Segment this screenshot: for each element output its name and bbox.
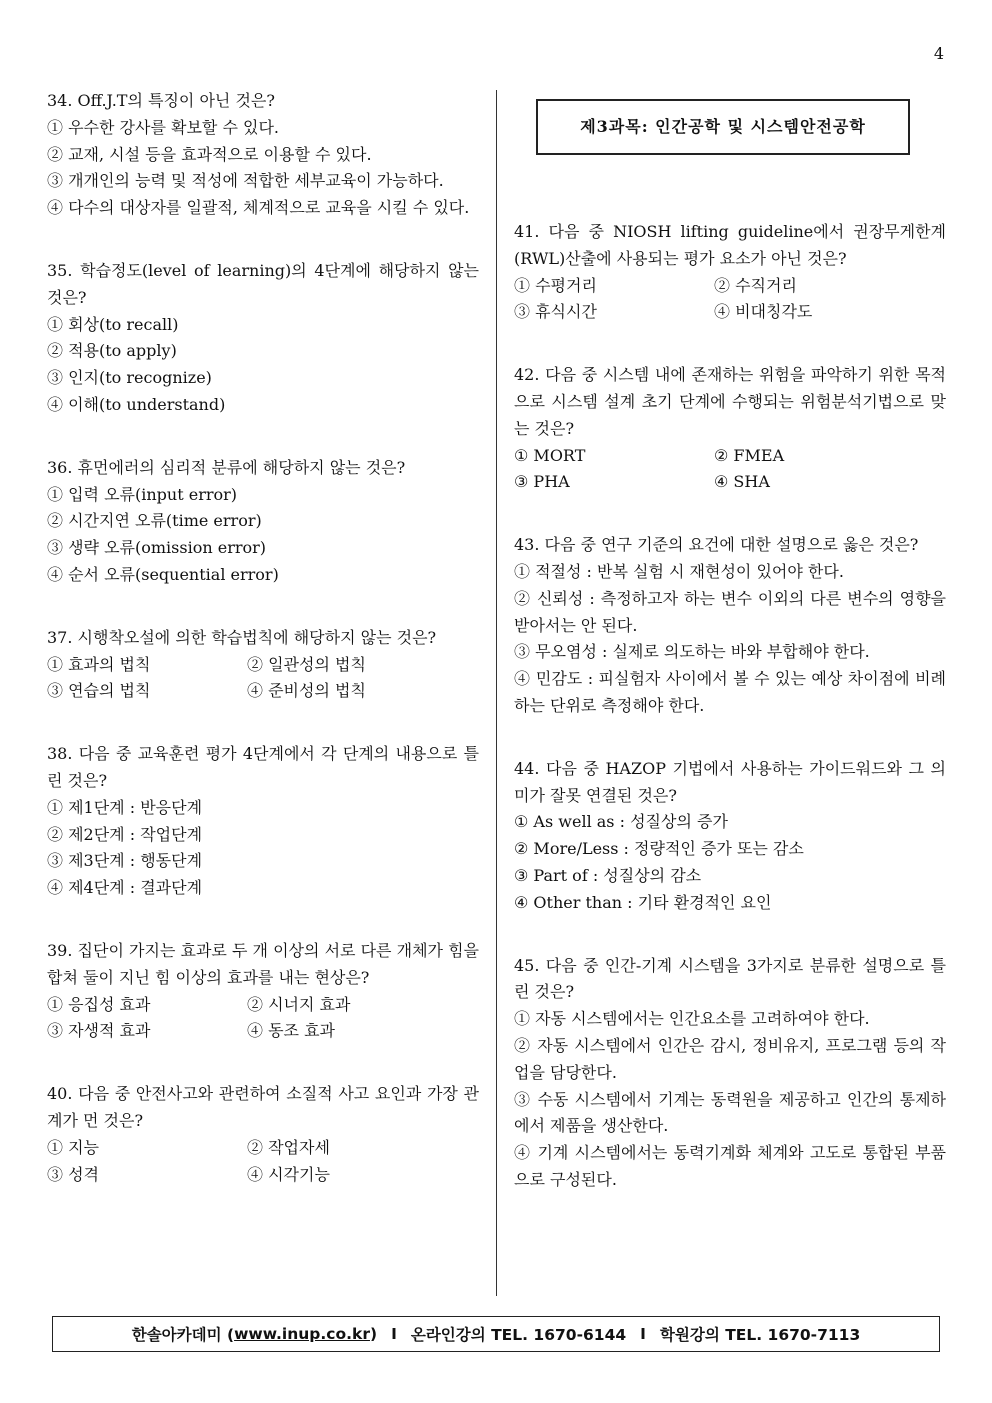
answer-option: ④ 다수의 대상자를 일괄적, 체계적으로 교육을 시킬 수 있다. [47,198,470,218]
question-text: 42. 다음 중 시스템 내에 존재하는 위험을 파악하기 위한 목적으로 시스템 설계 초기 단계에 수행되는 위험분석기법으로 맞는 것은? [514,365,946,438]
answer-option: ④ 준비성의 법칙 [247,681,366,701]
answer-option: ④ 이해(to understand) [47,394,226,414]
answer-option: ① 제1단계 : 반응단계 [47,797,203,817]
footer-offline-phone: 학원강의 TEL. 1670-7113 [659,1326,861,1344]
question-block [47,625,479,705]
answer-option: ① 적절성 : 반복 실험 시 재현성이 있어야 한다. [514,561,844,581]
question-text: 45. 다음 중 인간-기계 시스템을 3가지로 분류한 설명으로 틀린 것은? [514,955,946,1002]
answer-option: ④ 제4단계 : 결과단계 [47,878,203,898]
answer-option: ③ PHA [514,472,570,492]
answer-option: ① 입력 오류(input error) [47,484,238,504]
answer-options [514,809,946,916]
answer-options [514,559,946,720]
question-text: 36. 휴먼에러의 심리적 분류에 해당하지 않는 것은? [47,457,406,477]
answer-option: ③ 휴식시간 [514,302,597,322]
answer-options [47,1135,479,1189]
answer-option: ③ 자생적 효과 [47,1021,151,1041]
right-questions [514,219,946,1194]
question-block [47,741,479,902]
question-block [514,532,946,720]
question-text: 35. 학습정도(level of learning)의 4단계에 해당하지 않는 것은? [47,260,479,307]
page-number: 4 [933,44,944,63]
question-block [47,938,479,1045]
question-block [47,88,479,222]
question-text: 37. 시행착오설에 의한 학습법칙에 해당하지 않는 것은? [47,627,437,647]
footer-academy: 한솔아카데미 ( [131,1326,235,1344]
answer-option: ② More/Less : 정량적인 증가 또는 감소 [514,839,804,859]
question-text: 34. Off.J.T의 특징이 아닌 것은? [47,91,275,110]
answer-option: ① MORT [514,445,586,465]
answer-options [47,992,479,1046]
answer-option: ② 수직거리 [714,275,797,295]
answer-option: ③ 무오염성 : 실제로 의도하는 바와 부합해야 한다. [514,642,870,662]
question-text: 43. 다음 중 연구 기준의 요건에 대한 설명으로 옳은 것은? [514,535,919,555]
answer-option: ③ Part of : 성질상의 감소 [514,865,702,885]
answer-options [47,795,479,902]
answer-option: ① As well as : 성질상의 증가 [514,812,728,832]
answer-option: ① 효과의 법칙 [47,654,151,674]
answer-option: ④ 시각기능 [247,1164,330,1184]
answer-option: ② 일관성의 법칙 [247,654,366,674]
answer-options [514,443,946,497]
answer-option: ③ 연습의 법칙 [47,681,151,701]
footer-online-phone: 온라인강의 TEL. 1670-6144 [410,1326,627,1344]
answer-options [47,312,479,419]
answer-option: ④ 비대칭각도 [714,302,813,322]
answer-options [47,115,479,222]
footer-url-link[interactable]: www.inup.co.kr [234,1325,370,1343]
answer-option: ② 신뢰성 : 측정하고자 하는 변수 이외의 다른 변수의 영향을 받아서는 안 된다. [514,588,946,635]
question-text: 39. 집단이 가지는 효과로 두 개 이상의 서로 다른 개체가 힘을 합쳐 둘이 지닌 힘 이상의 효과를 내는 현상은? [47,940,479,987]
answer-options [47,482,479,589]
question-block [47,455,479,589]
answer-option: ② 작업자세 [247,1137,330,1157]
answer-options [47,652,479,706]
question-block [514,756,946,917]
answer-options [514,1006,946,1194]
question-text: 40. 다음 중 안전사고와 관련하여 소질적 사고 요인과 가장 관계가 먼 것은? [47,1084,479,1130]
question-block [514,953,946,1194]
answer-option: ② 자동 시스템에서 인간은 감시, 정비유지, 프로그램 등의 작업을 담당한다. [514,1035,946,1082]
question-text: 38. 다음 중 교육훈련 평가 4단계에서 각 단계의 내용으로 틀린 것은? [47,744,479,790]
answer-option: ② 교재, 시설 등을 효과적으로 이용할 수 있다. [47,144,372,164]
question-text: 44. 다음 중 HAZOP 기법에서 사용하는 가이드워드와 그 의미가 잘못 연결된 것은? [514,758,946,805]
question-text: 41. 다음 중 NIOSH lifting guideline에서 권장무게한계(RWL)산출에 사용되는 평가 요소가 아닌 것은? [514,222,946,268]
answer-option: ③ 개개인의 능력 및 적성에 적합한 세부교육이 가능하다. [47,171,444,191]
answer-option: ② 적용(to apply) [47,341,177,361]
answer-option: ④ 동조 효과 [247,1021,335,1041]
answer-option: ④ SHA [714,472,770,492]
answer-option: ① 자동 시스템에서는 인간요소를 고려하여야 한다. [514,1009,870,1029]
subject-title: 제3과목: 인간공학 및 시스템안전공학 [580,116,866,136]
answer-option: ① 회상(to recall) [47,314,179,334]
answer-option: ① 수평거리 [514,275,597,295]
left-column [47,88,479,1224]
footer-separator: I [391,1325,397,1343]
answer-option: ③ 생략 오류(omission error) [47,538,267,558]
answer-option: ② FMEA [714,445,785,465]
answer-option: ③ 인지(to recognize) [47,368,212,388]
answer-options [514,273,946,327]
answer-option: ④ 민감도 : 피실험자 사이에서 볼 수 있는 예상 차이점에 비례하는 단위로 측정해야 한다. [514,669,946,715]
answer-option: ③ 수동 시스템에서 기계는 동력원을 제공하고 인간의 통제하에서 제품을 생산한다. [514,1089,946,1136]
answer-option: ② 시너지 효과 [247,994,351,1014]
answer-option: ④ 순서 오류(sequential error) [47,564,279,584]
question-block [47,1081,479,1188]
answer-option: ① 우수한 강사를 확보할 수 있다. [47,117,279,137]
right-column [514,88,946,1230]
answer-option: ② 제2단계 : 작업단계 [47,824,203,844]
answer-option: ④ Other than : 기타 환경적인 요인 [514,892,772,912]
answer-option: ② 시간지연 오류(time error) [47,511,262,531]
footer-close-paren: ) [369,1325,378,1343]
column-divider [496,90,497,1296]
question-block [514,362,946,496]
subject-title-box [536,99,910,155]
footer-bar [52,1316,940,1352]
question-block [514,219,946,326]
answer-option: ③ 제3단계 : 행동단계 [47,851,203,871]
answer-option: ① 지능 [47,1137,99,1157]
answer-option: ④ 기계 시스템에서는 동력기계화 체계와 고도로 통합된 부품으로 구성된다. [514,1143,946,1189]
answer-option: ③ 성격 [47,1164,99,1184]
question-block [47,258,479,419]
answer-option: ① 응집성 효과 [47,994,151,1014]
footer-separator: I [640,1325,646,1343]
